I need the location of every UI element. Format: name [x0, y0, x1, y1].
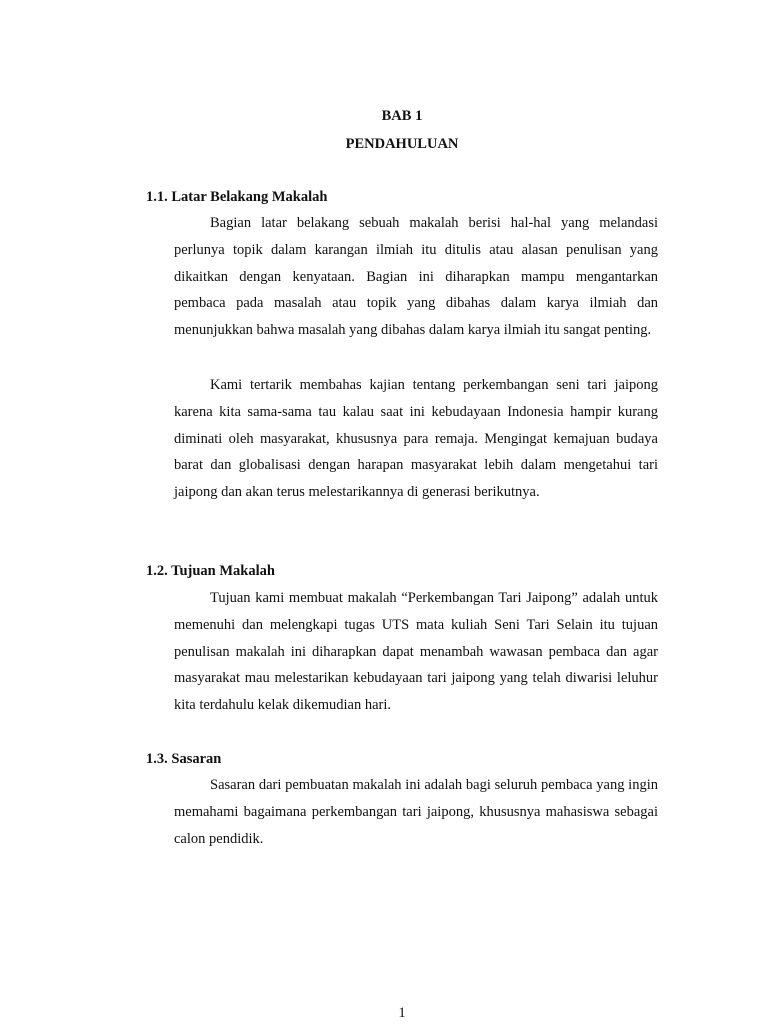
section-heading-tujuan: 1.2. Tujuan Makalah — [146, 563, 275, 579]
section-heading-sasaran: 1.3. Sasaran — [146, 751, 222, 767]
chapter-title: PENDAHULUAN — [345, 136, 459, 152]
page-number: 1 — [398, 1005, 406, 1021]
paragraph-latar-belakang-2: Kami tertarik membahas kajian tentang perkembangan seni tari jaipong karena kita sama-sama tau kalau saat ini kebudayaan Indonesia hampir kurang diminati oleh masyarakat, khususnya para remaja. Mengingat kemajuan budaya barat dan globalisasi dengan harapan masyarakat lebih dalam mengetahui tari jaipong dan akan terus melestarikannya di generasi berikutnya. — [174, 377, 658, 501]
paragraph-latar-belakang-1: Bagian latar belakang sebuah makalah berisi hal-hal yang melandasi perlunya topik dalam karangan ilmiah itu ditulis atau alasan penulisan yang dikaitkan dengan kenyataan. Bagian ini diharapkan mampu mengantarkan pembaca pada masalah atau topik yang dibahas dalam karya ilmiah dan menunjukkan bahwa masalah yang dibahas dalam karya ilmiah itu sangat penting. — [174, 215, 658, 339]
paragraph-sasaran: Sasaran dari pembuatan makalah ini adalah bagi seluruh pembaca yang ingin memahami bagaimana perkembangan tari jaipong, khususnya mahasiswa sebagai calon pendidik. — [174, 777, 658, 847]
chapter-number: BAB 1 — [381, 108, 423, 124]
paragraph-tujuan: Tujuan kami membuat makalah “Perkembangan Tari Jaipong” adalah untuk memenuhi dan melengkapi tugas UTS mata kuliah Seni Tari Selain itu tujuan penulisan makalah ini diharapkan dapat menambah wawasan pembaca dan agar masyarakat mau melestarikan kebudayaan tari jaipong yang telah diwarisi leluhur kita terdahulu kelak dikemudian hari. — [174, 590, 658, 714]
section-heading-latar-belakang: 1.1. Latar Belakang Makalah — [146, 189, 328, 205]
